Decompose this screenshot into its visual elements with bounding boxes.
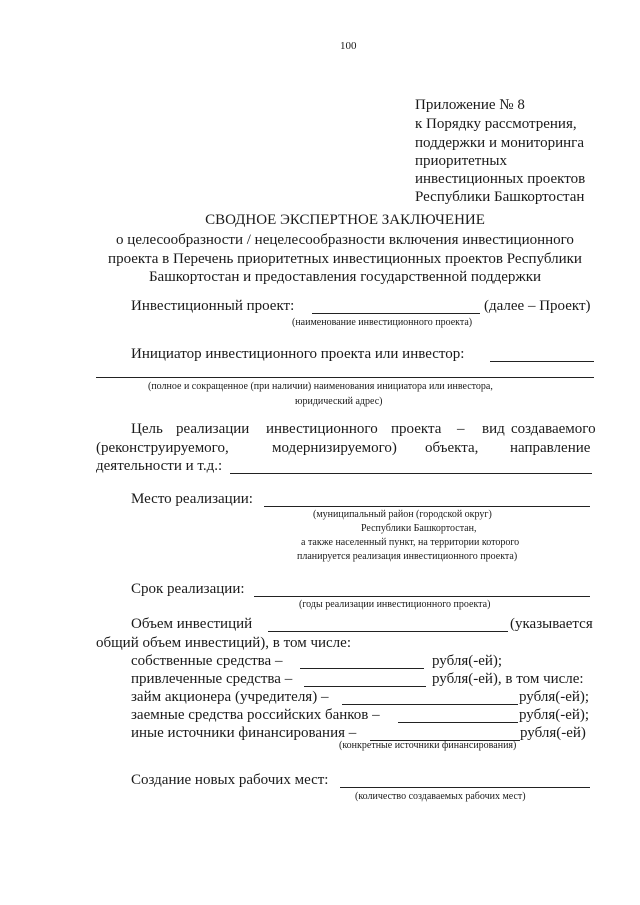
jobs-hint: (количество создаваемых рабочих мест): [355, 791, 526, 802]
location-hint-1: (муниципальный район (городской округ): [313, 509, 492, 520]
initiator-hint-1: (полное и сокращенное (при наличии) наименования инициатора или инвестора,: [148, 381, 493, 392]
project-name-field[interactable]: [312, 313, 480, 314]
appendix-line-3: поддержки и мониторинга: [415, 135, 584, 151]
title-subline-1: о целесообразности / нецелесообразности включения инвестиционного: [116, 232, 574, 248]
other-sources-hint: (конкретные источники финансирования): [339, 740, 517, 751]
appendix-line-4: приоритетных: [415, 153, 507, 169]
bank-loan-label: заемные средства российских банков –: [131, 707, 380, 723]
appendix-line-2: к Порядку рассмотрения,: [415, 116, 577, 132]
own-funds-unit: рубля(-ей);: [432, 653, 503, 669]
location-field[interactable]: [264, 506, 590, 507]
goal-word: создаваемого: [511, 421, 596, 437]
goal-word: вид: [482, 421, 505, 437]
jobs-label: Создание новых рабочих мест:: [131, 772, 329, 788]
jobs-field[interactable]: [340, 787, 590, 788]
initiator-field-1[interactable]: [490, 361, 594, 362]
project-hint: (наименование инвестиционного проекта): [292, 317, 473, 328]
goal-line-3: деятельности и т.д.:: [96, 458, 223, 474]
attracted-funds-unit: рубля(-ей), в том числе:: [432, 671, 584, 687]
own-funds-field[interactable]: [300, 668, 424, 669]
term-hint: (годы реализации инвестиционного проекта): [299, 599, 491, 610]
own-funds-label: собственные средства –: [131, 653, 283, 669]
attracted-funds-field[interactable]: [304, 686, 426, 687]
title-subline-3: Башкортостан и предоставления государственной поддержки: [148, 269, 542, 285]
appendix-line-1: Приложение № 8: [415, 97, 525, 113]
goal-word: (реконструируемого,: [96, 440, 229, 456]
location-hint-3: а также населенный пункт, на территории которого: [301, 537, 520, 548]
other-sources-label: иные источники финансирования –: [131, 725, 357, 741]
location-hint-4: планируется реализация инвестиционного проекта): [297, 551, 518, 562]
location-label: Место реализации:: [131, 491, 253, 507]
shareholder-loan-label: займ акционера (учредителя) –: [131, 689, 329, 705]
location-hint-2: Республики Башкортостан,: [361, 523, 477, 534]
investment-label: Объем инвестиций: [131, 616, 253, 632]
term-field[interactable]: [254, 596, 590, 597]
attracted-funds-label: привлеченные средства –: [131, 671, 293, 687]
project-suffix: (далее – Проект): [484, 298, 591, 314]
goal-word: модернизируемого): [272, 440, 397, 456]
appendix-line-6: Республики Башкортостан: [415, 189, 585, 205]
goal-word: Цель: [131, 421, 163, 437]
goal-word: проекта: [391, 421, 442, 437]
term-label: Срок реализации:: [131, 581, 245, 597]
bank-loan-field[interactable]: [398, 722, 518, 723]
goal-field[interactable]: [230, 473, 592, 474]
goal-word: инвестиционного: [266, 421, 378, 437]
investment-line-2: общий объем инвестиций), в том числе:: [96, 635, 351, 651]
title-subline-2: проекта в Перечень приоритетных инвестиционных проектов Республики: [108, 251, 582, 267]
goal-word: –: [457, 421, 465, 437]
title-heading: СВОДНОЕ ЭКСПЕРТНОЕ ЗАКЛЮЧЕНИЕ: [205, 212, 485, 228]
shareholder-loan-unit: рубля(-ей);: [519, 689, 590, 705]
goal-word: направление: [510, 440, 591, 456]
goal-word: реализации: [176, 421, 250, 437]
investment-suffix: (указывается: [510, 616, 593, 632]
initiator-label: Инициатор инвестиционного проекта или инвестор:: [131, 346, 465, 362]
page-number: 100: [340, 40, 357, 52]
initiator-hint-2: юридический адрес): [295, 396, 383, 407]
other-sources-unit: рубля(-ей): [520, 725, 586, 741]
appendix-line-5: инвестиционных проектов: [415, 171, 586, 187]
goal-word: объекта,: [425, 440, 479, 456]
shareholder-loan-field[interactable]: [342, 704, 518, 705]
investment-total-field[interactable]: [268, 631, 508, 632]
initiator-field-2[interactable]: [96, 377, 594, 378]
project-label: Инвестиционный проект:: [131, 298, 295, 314]
bank-loan-unit: рубля(-ей);: [519, 707, 590, 723]
